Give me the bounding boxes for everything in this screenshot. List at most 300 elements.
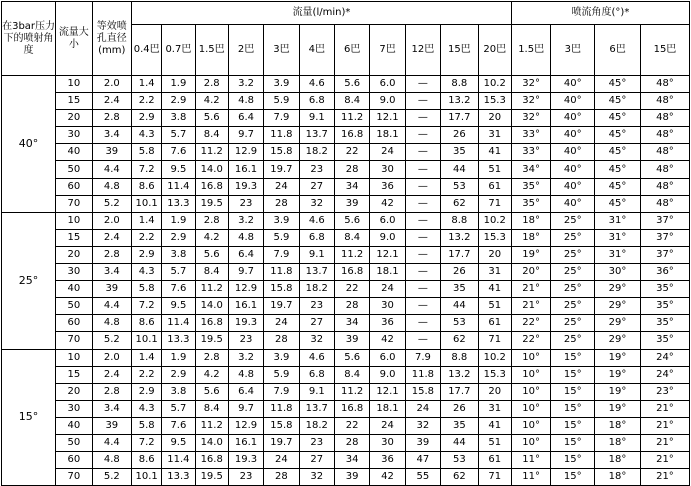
flow-rate-cell: 53 xyxy=(441,178,478,195)
flow-rate-cell: — xyxy=(405,281,440,298)
flow-rate-cell: 24 xyxy=(264,315,299,332)
orifice-diameter-cell: 2.8 xyxy=(92,383,132,400)
flow-rate-cell: 71 xyxy=(478,469,511,486)
flow-rate-cell: 19.7 xyxy=(264,434,299,451)
table-row xyxy=(2,127,690,144)
flow-rate-cell: 15.8 xyxy=(405,383,440,400)
spray-angle-value-cell: 36° xyxy=(640,264,689,281)
flow-rate-cell: 16.8 xyxy=(195,178,228,195)
orifice-diameter-cell: 2.8 xyxy=(92,246,132,263)
flow-rate-cell: 47 xyxy=(405,452,440,469)
flow-rate-cell: 2.8 xyxy=(195,76,228,93)
flow-rate-cell: 8.4 xyxy=(334,229,369,246)
flow-rate-cell: 7.9 xyxy=(264,383,299,400)
spray-angle-value-cell: 20° xyxy=(511,264,551,281)
spray-angle-cell: 15° xyxy=(2,349,56,486)
table-row xyxy=(2,246,690,263)
flow-rate-cell: 34 xyxy=(334,178,369,195)
flow-rate-cell: 5.6 xyxy=(195,110,228,127)
flow-rate-cell: 8.4 xyxy=(334,93,369,110)
spray-angle-value-cell: 21° xyxy=(640,452,689,469)
spray-angle-value-cell: 30° xyxy=(595,264,641,281)
spray-angle-value-cell: 25° xyxy=(551,298,595,315)
orifice-diameter-cell: 2.4 xyxy=(92,93,132,110)
flow-rate-cell: 10.2 xyxy=(478,212,511,229)
spray-angle-value-cell: 48° xyxy=(640,144,689,161)
flow-rate-cell: 5.7 xyxy=(162,400,195,417)
orifice-diameter-cell: 5.2 xyxy=(92,469,132,486)
flow-size-cell: 50 xyxy=(56,161,92,178)
spray-angle-value-cell: 18° xyxy=(511,229,551,246)
flow-size-cell: 50 xyxy=(56,298,92,315)
flow-rate-cell: 61 xyxy=(478,315,511,332)
spray-angle-value-cell: 11° xyxy=(511,452,551,469)
table-row xyxy=(2,144,690,161)
spray-angle-value-cell: 15° xyxy=(551,400,595,417)
spray-angle-value-cell: 40° xyxy=(551,76,595,93)
flow-rate-cell: 15.3 xyxy=(478,229,511,246)
flow-rate-cell: 8.8 xyxy=(441,212,478,229)
spray-angle-value-cell: 29° xyxy=(595,332,641,349)
flow-rate-cell: 8.4 xyxy=(195,127,228,144)
flow-rate-cell: 15.3 xyxy=(478,93,511,110)
orifice-diameter-cell: 2.0 xyxy=(92,76,132,93)
flow-rate-cell: 28 xyxy=(264,469,299,486)
flow-rate-cell: 4.2 xyxy=(195,366,228,383)
spray-angle-value-cell: 48° xyxy=(640,195,689,212)
orifice-diameter-cell: 39 xyxy=(92,281,132,298)
flow-size-cell: 20 xyxy=(56,383,92,400)
spray-angle-value-cell: 25° xyxy=(551,264,595,281)
flow-rate-cell: 1.4 xyxy=(132,76,162,93)
flow-rate-cell: 11.2 xyxy=(195,281,228,298)
flow-rate-cell: 17.7 xyxy=(441,110,478,127)
spray-angle-value-cell: 37° xyxy=(640,229,689,246)
flow-rate-cell: 7.6 xyxy=(162,281,195,298)
flow-rate-cell: 8.8 xyxy=(441,349,478,366)
flow-rate-cell: 9.1 xyxy=(299,383,334,400)
spray-angle-value-cell: 19° xyxy=(595,366,641,383)
flow-size-cell: 10 xyxy=(56,212,92,229)
flow-rate-cell: 36 xyxy=(370,315,405,332)
flow-rate-cell: 28 xyxy=(334,434,369,451)
flow-rate-cell: 9.0 xyxy=(370,366,405,383)
flow-rate-cell: 24 xyxy=(370,281,405,298)
flow-rate-cell: 41 xyxy=(478,144,511,161)
orifice-diameter-cell: 4.4 xyxy=(92,434,132,451)
flow-size-cell: 40 xyxy=(56,144,92,161)
flow-rate-cell: 7.2 xyxy=(132,161,162,178)
flow-rate-cell: 35 xyxy=(441,281,478,298)
flow-rate-cell: 6.4 xyxy=(228,246,263,263)
flow-rate-cell: — xyxy=(405,315,440,332)
flow-rate-cell: 5.6 xyxy=(334,349,369,366)
orifice-diameter-cell: 2.0 xyxy=(92,212,132,229)
flow-rate-cell: 9.5 xyxy=(162,298,195,315)
spray-angle-value-cell: 15° xyxy=(551,469,595,486)
flow-rate-cell: 55 xyxy=(405,469,440,486)
orifice-diameter-cell: 4.8 xyxy=(92,452,132,469)
flow-rate-cell: 34 xyxy=(334,452,369,469)
spray-angle-value-cell: 25° xyxy=(551,315,595,332)
spray-angle-value-cell: 37° xyxy=(640,246,689,263)
orifice-diameter-cell: 3.4 xyxy=(92,400,132,417)
spray-angle-value-cell: 24° xyxy=(640,366,689,383)
header-flow-rate-group: 流量(l/min)* xyxy=(132,2,512,25)
flow-rate-cell: 3.8 xyxy=(162,383,195,400)
spray-angle-value-cell: 40° xyxy=(551,144,595,161)
flow-rate-cell: 11.8 xyxy=(264,264,299,281)
flow-rate-cell: 7.6 xyxy=(162,144,195,161)
spray-angle-value-cell: 31° xyxy=(595,229,641,246)
flow-rate-cell: 44 xyxy=(441,161,478,178)
flow-rate-cell: 11.2 xyxy=(334,246,369,263)
spray-angle-value-cell: 40° xyxy=(551,110,595,127)
spray-angle-value-cell: 29° xyxy=(595,281,641,298)
flow-rate-cell: 32 xyxy=(299,332,334,349)
table-row xyxy=(2,178,690,195)
flow-size-cell: 15 xyxy=(56,93,92,110)
flow-rate-cell: 6.4 xyxy=(228,110,263,127)
flow-rate-cell: 18.1 xyxy=(370,264,405,281)
flow-rate-cell: 5.8 xyxy=(132,417,162,434)
flow-rate-cell: — xyxy=(405,298,440,315)
flow-rate-cell: 5.8 xyxy=(132,281,162,298)
flow-rate-cell: 24 xyxy=(405,400,440,417)
flow-size-cell: 60 xyxy=(56,315,92,332)
flow-rate-cell: 35 xyxy=(441,144,478,161)
flow-rate-cell: 4.3 xyxy=(132,264,162,281)
orifice-diameter-cell: 2.0 xyxy=(92,349,132,366)
spray-angle-value-cell: 18° xyxy=(595,434,641,451)
flow-rate-cell: 11.4 xyxy=(162,452,195,469)
flow-rate-cell: 1.9 xyxy=(162,349,195,366)
flow-rate-cell: 28 xyxy=(334,161,369,178)
flow-rate-cell: 6.8 xyxy=(299,366,334,383)
flow-rate-cell: 8.4 xyxy=(195,400,228,417)
spray-angle-value-cell: 48° xyxy=(640,161,689,178)
flow-rate-cell: 8.4 xyxy=(195,264,228,281)
spray-angle-value-cell: 35° xyxy=(511,195,551,212)
flow-rate-cell: 26 xyxy=(441,264,478,281)
spray-angle-value-cell: 19° xyxy=(595,400,641,417)
flow-rate-cell: 13.2 xyxy=(441,93,478,110)
flow-rate-cell: 9.7 xyxy=(228,264,263,281)
flow-size-cell: 50 xyxy=(56,434,92,451)
spray-angle-value-cell: 21° xyxy=(511,281,551,298)
flow-rate-cell: 30 xyxy=(370,434,405,451)
flow-rate-cell: 9.0 xyxy=(370,229,405,246)
spray-angle-value-cell: 15° xyxy=(551,417,595,434)
spray-angle-value-cell: 29° xyxy=(595,298,641,315)
flow-rate-cell: 12.1 xyxy=(370,246,405,263)
flow-rate-cell: 61 xyxy=(478,452,511,469)
flow-rate-cell: 5.6 xyxy=(334,212,369,229)
spray-angle-value-cell: 15° xyxy=(551,434,595,451)
flow-rate-cell: 28 xyxy=(264,332,299,349)
flow-rate-cell: 16.1 xyxy=(228,161,263,178)
header-spray-angle-group: 喷流角度(°)* xyxy=(511,2,689,25)
orifice-diameter-cell: 3.4 xyxy=(92,264,132,281)
flow-rate-cell: 15.3 xyxy=(478,366,511,383)
flow-rate-cell: 19.3 xyxy=(228,178,263,195)
flow-rate-cell: 7.9 xyxy=(264,246,299,263)
flow-rate-cell: 8.6 xyxy=(132,452,162,469)
flow-rate-cell: 3.9 xyxy=(264,212,299,229)
flow-rate-cell: 8.6 xyxy=(132,178,162,195)
flow-rate-cell: 10.1 xyxy=(132,469,162,486)
flow-rate-cell: 61 xyxy=(478,178,511,195)
table-row xyxy=(2,298,690,315)
flow-rate-cell: 27 xyxy=(299,315,334,332)
flow-rate-cell: 8.6 xyxy=(132,315,162,332)
flow-rate-cell: 30 xyxy=(370,298,405,315)
header-flow-pressure: 3巴 xyxy=(264,25,299,76)
flow-rate-cell: — xyxy=(405,264,440,281)
flow-rate-cell: 5.9 xyxy=(264,93,299,110)
header-flow-pressure: 1.5巴 xyxy=(195,25,228,76)
spray-angle-value-cell: 15° xyxy=(551,366,595,383)
table-row xyxy=(2,281,690,298)
flow-rate-cell: 2.2 xyxy=(132,229,162,246)
flow-rate-cell: 2.9 xyxy=(162,229,195,246)
flow-rate-cell: 31 xyxy=(478,127,511,144)
flow-rate-cell: 13.7 xyxy=(299,127,334,144)
flow-rate-cell: 19.3 xyxy=(228,315,263,332)
flow-rate-cell: 62 xyxy=(441,469,478,486)
flow-rate-cell: 4.6 xyxy=(299,76,334,93)
header-flow-pressure: 6巴 xyxy=(334,25,369,76)
flow-rate-cell: 10.2 xyxy=(478,349,511,366)
flow-rate-cell: 39 xyxy=(334,195,369,212)
header-flow-pressure: 0.7巴 xyxy=(162,25,195,76)
spray-angle-value-cell: 45° xyxy=(595,144,641,161)
orifice-diameter-cell: 3.4 xyxy=(92,127,132,144)
spray-angle-value-cell: 37° xyxy=(640,212,689,229)
table-row xyxy=(2,452,690,469)
orifice-diameter-cell: 5.2 xyxy=(92,332,132,349)
flow-rate-cell: 11.2 xyxy=(195,144,228,161)
flow-rate-cell: 27 xyxy=(299,178,334,195)
flow-rate-cell: 7.2 xyxy=(132,434,162,451)
spray-angle-value-cell: 45° xyxy=(595,161,641,178)
flow-rate-cell: 4.3 xyxy=(132,400,162,417)
spray-angle-value-cell: 29° xyxy=(595,315,641,332)
flow-rate-cell: 1.9 xyxy=(162,212,195,229)
flow-rate-cell: 5.6 xyxy=(195,246,228,263)
spray-angle-value-cell: 10° xyxy=(511,434,551,451)
flow-rate-cell: 10.1 xyxy=(132,332,162,349)
spray-angle-value-cell: 35° xyxy=(511,178,551,195)
spray-angle-value-cell: 31° xyxy=(595,246,641,263)
flow-rate-cell: 2.8 xyxy=(195,349,228,366)
table-row xyxy=(2,161,690,178)
flow-rate-cell: 42 xyxy=(370,469,405,486)
flow-size-cell: 60 xyxy=(56,178,92,195)
flow-rate-cell: 20 xyxy=(478,383,511,400)
spray-angle-value-cell: 15° xyxy=(551,349,595,366)
flow-rate-cell: 20 xyxy=(478,246,511,263)
flow-rate-cell: 27 xyxy=(299,452,334,469)
flow-rate-cell: 19.5 xyxy=(195,469,228,486)
flow-rate-cell: 7.2 xyxy=(132,298,162,315)
spray-angle-value-cell: 45° xyxy=(595,93,641,110)
table-row xyxy=(2,110,690,127)
flow-rate-cell: 3.9 xyxy=(264,76,299,93)
flow-rate-cell: 23 xyxy=(228,469,263,486)
flow-rate-cell: 4.2 xyxy=(195,93,228,110)
flow-rate-cell: 18.2 xyxy=(299,417,334,434)
flow-rate-cell: 11.4 xyxy=(162,178,195,195)
flow-rate-cell: — xyxy=(405,212,440,229)
flow-rate-cell: 13.2 xyxy=(441,229,478,246)
spray-angle-value-cell: 25° xyxy=(551,229,595,246)
table-row xyxy=(2,469,690,486)
flow-rate-cell: 13.2 xyxy=(441,366,478,383)
flow-rate-cell: 6.0 xyxy=(370,349,405,366)
flow-size-cell: 40 xyxy=(56,281,92,298)
spray-angle-value-cell: 40° xyxy=(551,93,595,110)
flow-rate-cell: 18.1 xyxy=(370,127,405,144)
table-row xyxy=(2,229,690,246)
orifice-diameter-cell: 2.8 xyxy=(92,110,132,127)
flow-rate-cell: 71 xyxy=(478,332,511,349)
spray-angle-value-cell: 48° xyxy=(640,93,689,110)
flow-rate-cell: 5.9 xyxy=(264,366,299,383)
flow-rate-cell: 7.9 xyxy=(405,349,440,366)
flow-rate-cell: 5.9 xyxy=(264,229,299,246)
flow-size-cell: 15 xyxy=(56,229,92,246)
flow-rate-cell: 22 xyxy=(334,417,369,434)
flow-rate-cell: 34 xyxy=(334,315,369,332)
flow-rate-cell: 16.8 xyxy=(195,315,228,332)
flow-rate-cell: 26 xyxy=(441,127,478,144)
spray-angle-value-cell: 22° xyxy=(511,332,551,349)
spray-angle-value-cell: 10° xyxy=(511,417,551,434)
flow-rate-cell: 16.8 xyxy=(334,400,369,417)
table-row xyxy=(2,76,690,93)
spray-angle-value-cell: 40° xyxy=(551,178,595,195)
flow-rate-cell: 32 xyxy=(299,195,334,212)
nozzle-spec-table xyxy=(1,1,690,486)
spray-angle-value-cell: 23° xyxy=(640,383,689,400)
flow-rate-cell: — xyxy=(405,161,440,178)
flow-rate-cell: 5.8 xyxy=(132,144,162,161)
flow-rate-cell: 9.5 xyxy=(162,161,195,178)
flow-rate-cell: 71 xyxy=(478,195,511,212)
flow-rate-cell: 4.6 xyxy=(299,212,334,229)
flow-rate-cell: 16.1 xyxy=(228,434,263,451)
flow-rate-cell: 18.2 xyxy=(299,281,334,298)
spray-angle-value-cell: 10° xyxy=(511,349,551,366)
header-spray-angle-at-3bar: 在3bar压力下的喷射角度 xyxy=(2,2,56,76)
flow-rate-cell: 11.4 xyxy=(162,315,195,332)
flow-rate-cell: 13.7 xyxy=(299,264,334,281)
header-flow-pressure: 20巴 xyxy=(478,25,511,76)
flow-size-cell: 70 xyxy=(56,195,92,212)
flow-rate-cell: 16.8 xyxy=(195,452,228,469)
flow-rate-cell: 2.9 xyxy=(132,383,162,400)
flow-rate-cell: 51 xyxy=(478,434,511,451)
orifice-diameter-cell: 5.2 xyxy=(92,195,132,212)
flow-size-cell: 20 xyxy=(56,110,92,127)
flow-rate-cell: 36 xyxy=(370,452,405,469)
flow-rate-cell: 24 xyxy=(264,178,299,195)
spray-angle-value-cell: 25° xyxy=(551,281,595,298)
flow-rate-cell: 9.7 xyxy=(228,400,263,417)
spray-angle-value-cell: 15° xyxy=(551,383,595,400)
spray-angle-cell: 25° xyxy=(2,212,56,349)
flow-rate-cell: 17.7 xyxy=(441,383,478,400)
spray-angle-value-cell: 19° xyxy=(511,246,551,263)
flow-rate-cell: 23 xyxy=(228,195,263,212)
flow-rate-cell: 19.5 xyxy=(195,195,228,212)
flow-rate-cell: 23 xyxy=(299,434,334,451)
spray-angle-value-cell: 18° xyxy=(595,452,641,469)
header-flow-size: 流量大小 xyxy=(56,2,92,76)
flow-rate-cell: 31 xyxy=(478,264,511,281)
flow-rate-cell: 11.8 xyxy=(405,366,440,383)
flow-rate-cell: 9.1 xyxy=(299,246,334,263)
table-row xyxy=(2,417,690,434)
spray-angle-value-cell: 18° xyxy=(595,417,641,434)
flow-rate-cell: 5.6 xyxy=(334,76,369,93)
flow-rate-cell: 4.6 xyxy=(299,349,334,366)
flow-rate-cell: 3.9 xyxy=(264,349,299,366)
flow-rate-cell: 13.3 xyxy=(162,332,195,349)
spray-angle-value-cell: 19° xyxy=(595,349,641,366)
spray-angle-value-cell: 21° xyxy=(640,417,689,434)
flow-rate-cell: 6.4 xyxy=(228,383,263,400)
flow-rate-cell: 18.1 xyxy=(370,400,405,417)
flow-rate-cell: — xyxy=(405,144,440,161)
flow-rate-cell: 6.8 xyxy=(299,93,334,110)
spray-angle-value-cell: 45° xyxy=(595,127,641,144)
spray-angle-value-cell: 22° xyxy=(511,315,551,332)
header-spray-pressure: 15巴 xyxy=(640,25,689,76)
spray-angle-value-cell: 45° xyxy=(595,178,641,195)
spray-angle-value-cell: 33° xyxy=(511,127,551,144)
table-row xyxy=(2,212,690,229)
header-flow-pressure: 4巴 xyxy=(299,25,334,76)
spray-angle-value-cell: 24° xyxy=(640,349,689,366)
header-orifice-diameter: 等效喷孔直径(mm) xyxy=(92,2,132,76)
flow-rate-cell: 24 xyxy=(264,452,299,469)
flow-rate-cell: 3.2 xyxy=(228,212,263,229)
table-row xyxy=(2,264,690,281)
spray-angle-value-cell: 32° xyxy=(511,76,551,93)
flow-rate-cell: 12.1 xyxy=(370,110,405,127)
spray-angle-value-cell: 32° xyxy=(511,110,551,127)
flow-rate-cell: — xyxy=(405,110,440,127)
spray-angle-value-cell: 45° xyxy=(595,195,641,212)
flow-rate-cell: 3.8 xyxy=(162,246,195,263)
flow-rate-cell: 41 xyxy=(478,417,511,434)
flow-rate-cell: 44 xyxy=(441,298,478,315)
flow-size-cell: 20 xyxy=(56,246,92,263)
flow-rate-cell: 41 xyxy=(478,281,511,298)
table-row xyxy=(2,332,690,349)
flow-rate-cell: 16.8 xyxy=(334,264,369,281)
spray-angle-value-cell: 11° xyxy=(511,469,551,486)
flow-rate-cell: 2.9 xyxy=(162,366,195,383)
orifice-diameter-cell: 2.4 xyxy=(92,229,132,246)
flow-rate-cell: 9.1 xyxy=(299,110,334,127)
spray-angle-value-cell: 21° xyxy=(640,434,689,451)
flow-rate-cell: 2.2 xyxy=(132,93,162,110)
flow-rate-cell: 11.8 xyxy=(264,400,299,417)
spray-angle-value-cell: 10° xyxy=(511,383,551,400)
